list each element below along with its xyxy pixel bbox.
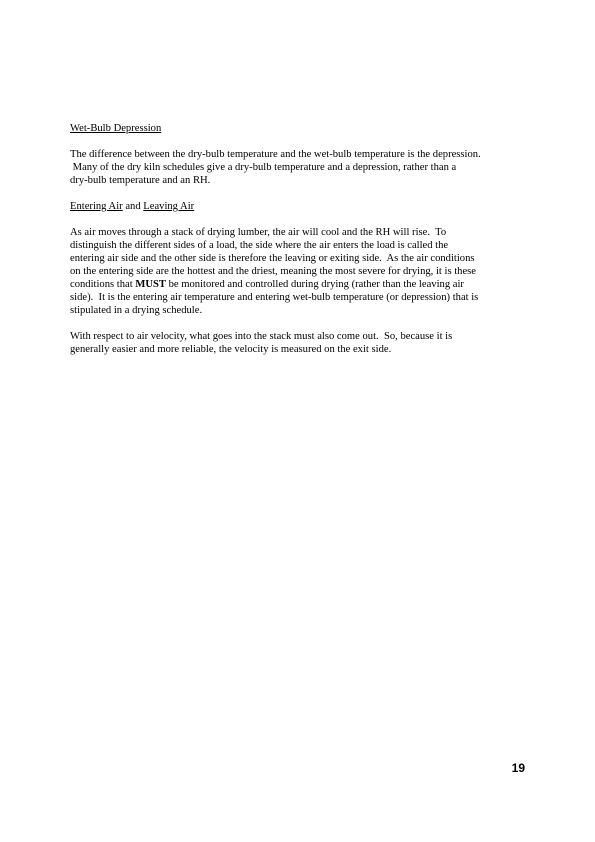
paragraph-line: Many of the dry kiln schedules give a dry-bulb temperature and a depression, rather than a <box>70 162 457 173</box>
paragraph-line: distinguish the different sides of a load, the side where the air enters the load is called the <box>70 240 449 251</box>
paragraph-line-with-emphasis <box>70 278 528 291</box>
paragraph-line: on the entering side are the hottest and the driest, meaning the most severe for drying, it is these <box>70 266 476 277</box>
paragraph-depression <box>70 148 528 187</box>
emphasis-must: MUST <box>135 279 166 290</box>
page-number: 19 <box>511 761 525 775</box>
page-content <box>70 122 528 369</box>
paragraph-line: The difference between the dry-bulb temperature and the wet-bulb temperature is the depression. <box>70 149 481 160</box>
paragraph-line: stipulated in a drying schedule. <box>70 305 203 316</box>
paragraph-line: generally easier and more reliable, the velocity is measured on the exit side. <box>70 344 392 355</box>
heading-entering-leaving-air <box>70 200 528 213</box>
paragraph-line: dry-bulb temperature and an RH. <box>70 175 211 186</box>
heading-leaving-air-text: Leaving Air <box>143 201 195 212</box>
heading-and-text: and <box>122 201 144 212</box>
paragraph-line: side). It is the entering air temperature and entering wet-bulb temperature (or depression) that is <box>70 292 479 303</box>
paragraph-line: With respect to air velocity, what goes into the stack must also come out. So, because it is <box>70 331 453 342</box>
paragraph-text: be monitored and controlled during drying (rather than the leaving air <box>165 279 464 290</box>
heading-entering-air-text: Entering Air <box>70 201 123 212</box>
paragraph-air-velocity <box>70 330 528 356</box>
heading-wet-bulb-depression-text: Wet-Bulb Depression <box>70 123 162 134</box>
paragraph-text: conditions that <box>70 279 136 290</box>
paragraph-air-movement <box>70 226 528 317</box>
paragraph-line: entering air side and the other side is therefore the leaving or exiting side. As the air conditions <box>70 253 475 264</box>
paragraph-line: As air moves through a stack of drying lumber, the air will cool and the RH will rise. To <box>70 227 447 238</box>
heading-wet-bulb-depression <box>70 122 528 135</box>
